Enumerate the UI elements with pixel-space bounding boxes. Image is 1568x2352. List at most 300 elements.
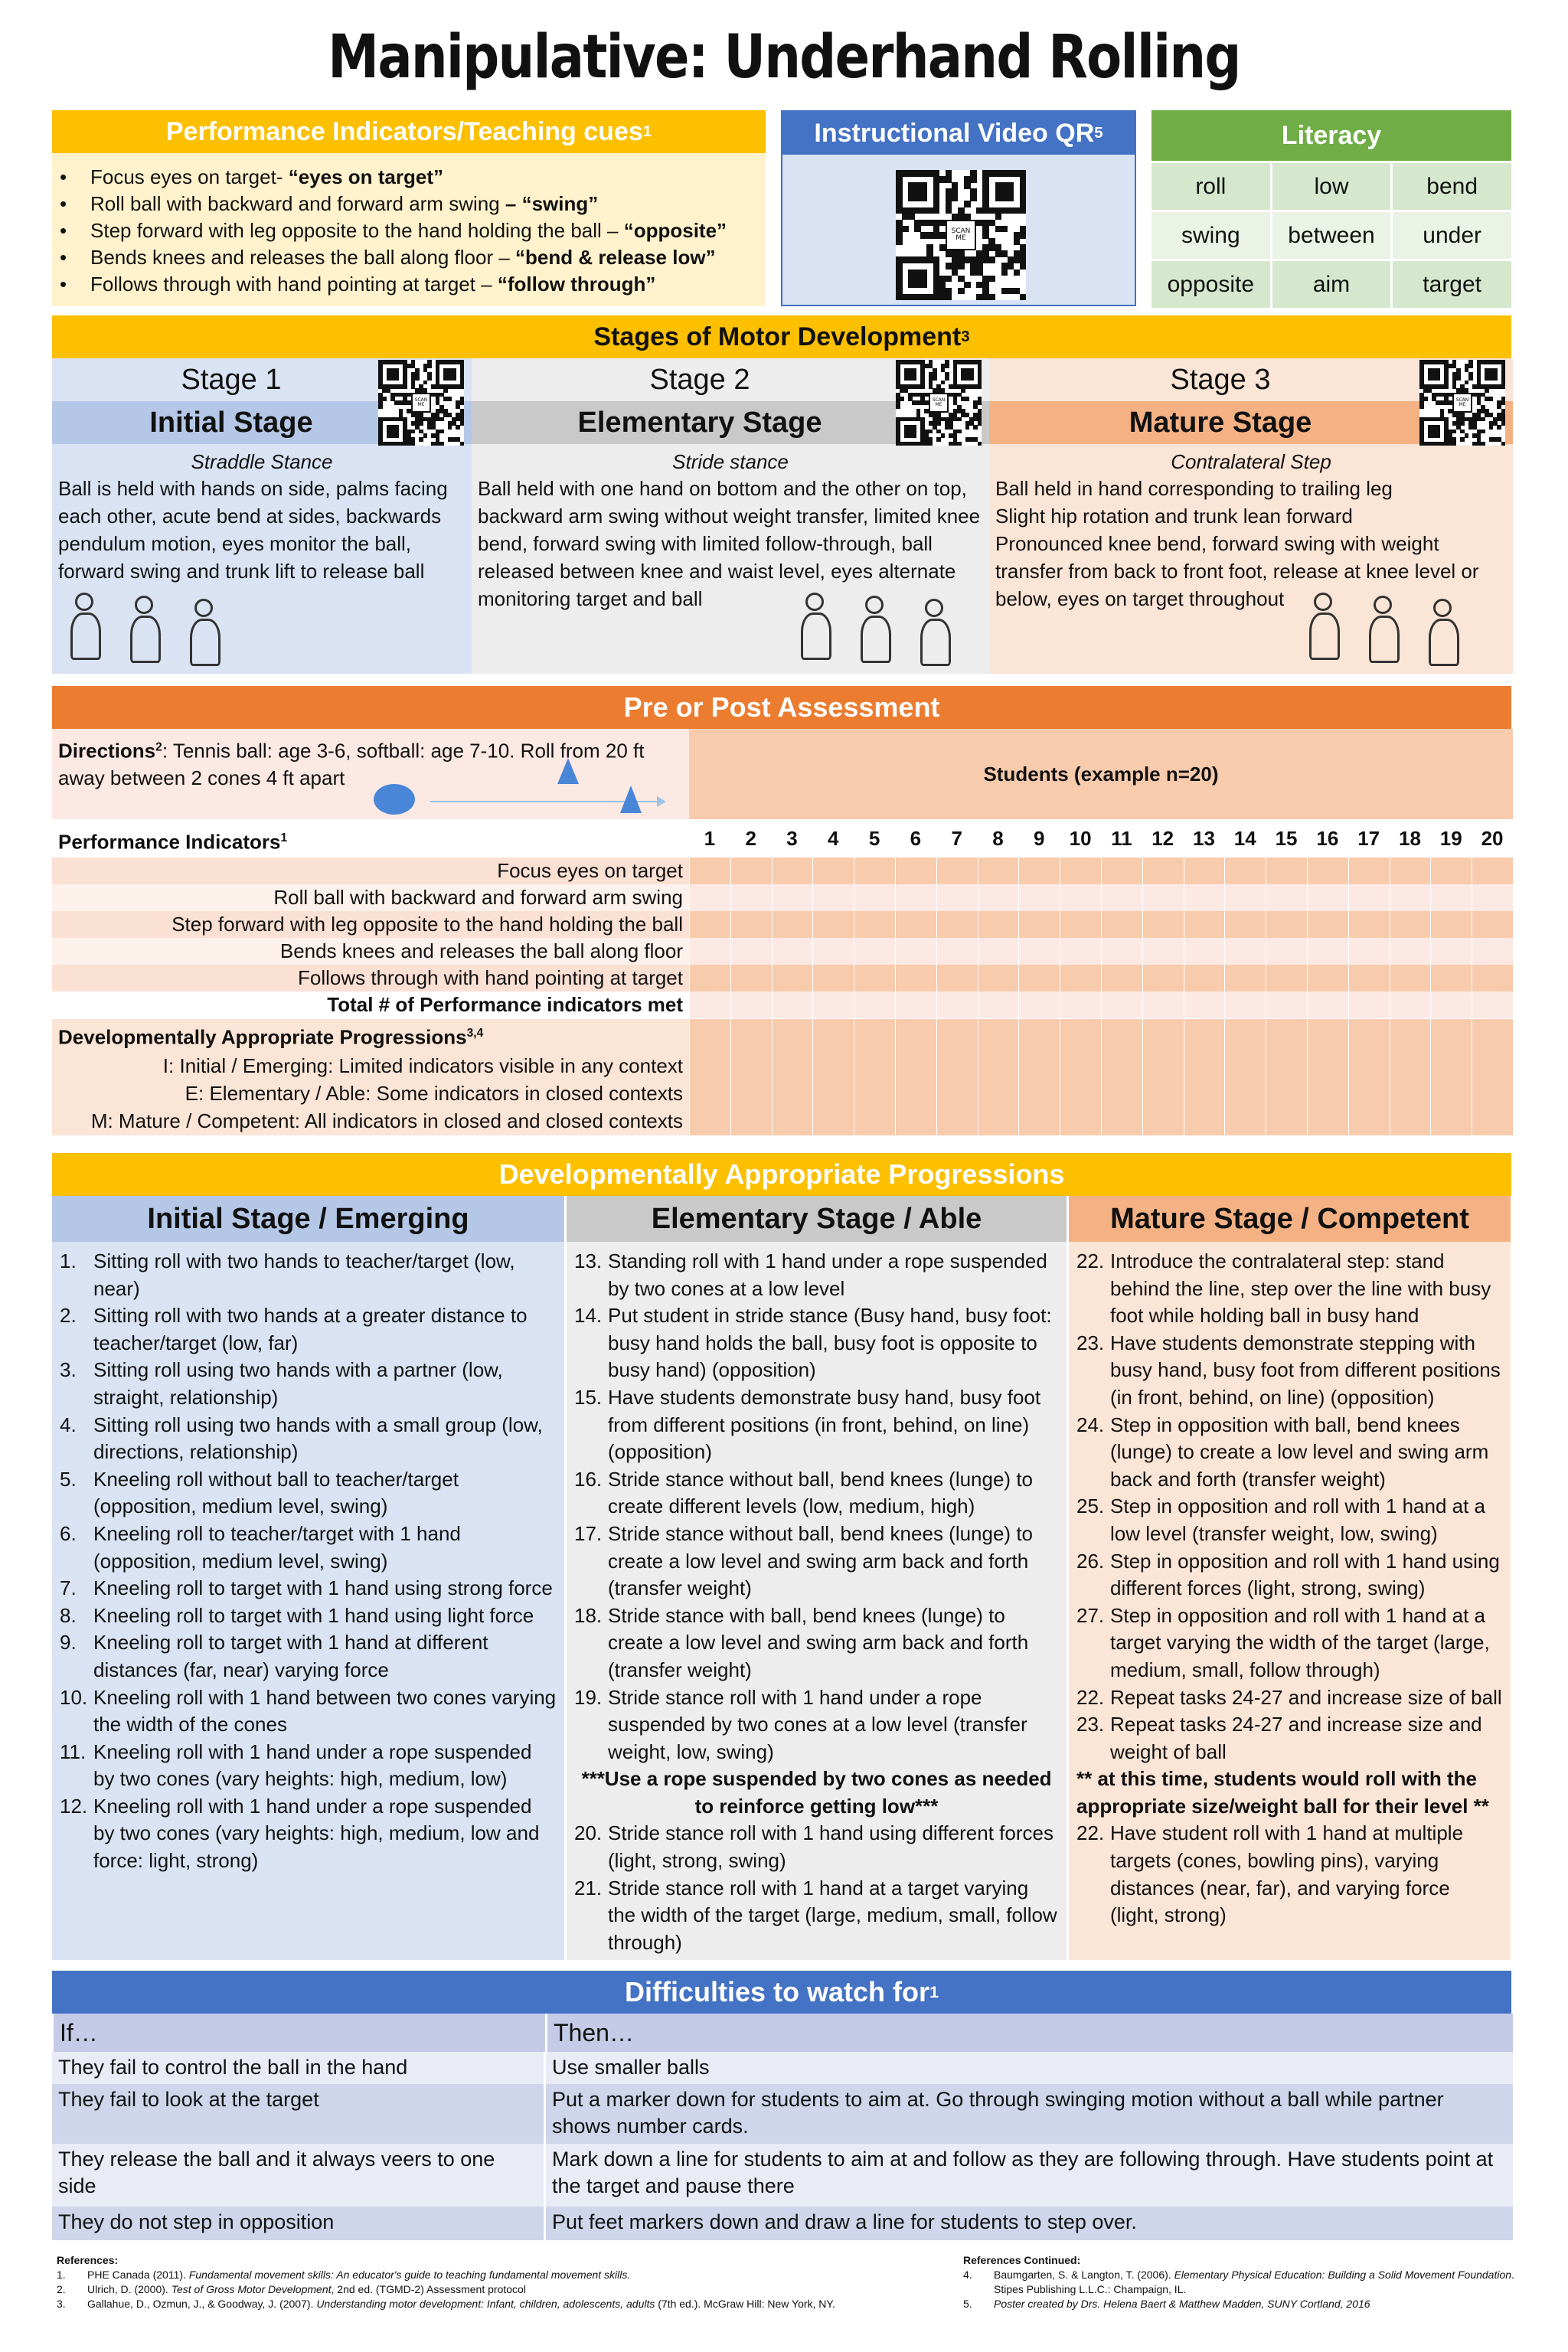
- total-cell[interactable]: [978, 991, 1019, 1018]
- score-cell[interactable]: [1266, 911, 1307, 938]
- total-cell[interactable]: [689, 991, 730, 1018]
- cue-keyword: “follow through”: [497, 273, 656, 296]
- score-cell[interactable]: [978, 938, 1019, 965]
- score-cell[interactable]: [1018, 884, 1060, 911]
- total-cell[interactable]: [1430, 991, 1472, 1018]
- progression-text: Kneeling roll to target with 1 hand using strong force: [93, 1576, 553, 1600]
- student-number: 7: [951, 827, 962, 850]
- student-number: 8: [992, 827, 1004, 850]
- score-cell[interactable]: [730, 938, 772, 965]
- page-title: Manipulative: Underhand Rolling: [328, 23, 1240, 92]
- total-cell[interactable]: [1472, 991, 1513, 1018]
- score-cell[interactable]: [772, 911, 813, 938]
- score-cell[interactable]: [1142, 858, 1184, 884]
- score-cell[interactable]: [1224, 965, 1266, 991]
- score-cell[interactable]: [1060, 884, 1101, 911]
- score-cell[interactable]: [1101, 884, 1142, 911]
- score-cell[interactable]: [854, 938, 895, 965]
- indicator-label: Bends knees and releases the ball along floor: [279, 939, 683, 962]
- score-cell[interactable]: [812, 911, 854, 938]
- literacy-word: aim: [1272, 261, 1391, 308]
- score-cell[interactable]: [1472, 938, 1513, 965]
- score-cell[interactable]: [978, 911, 1019, 938]
- reference-number: 3.: [57, 2298, 66, 2310]
- score-cell[interactable]: [936, 884, 978, 911]
- cue-item: [60, 164, 766, 191]
- score-cell[interactable]: [772, 858, 813, 884]
- dap-cell[interactable]: [1390, 1019, 1431, 1135]
- dap-cell[interactable]: [1184, 1019, 1225, 1135]
- score-cell[interactable]: [689, 884, 730, 911]
- cue-text: Focus eyes on target-: [90, 165, 289, 188]
- progression-number: 21.: [574, 1876, 603, 1900]
- progression-item: [574, 1466, 1059, 1521]
- video-qr-code[interactable]: [896, 170, 1026, 300]
- dap-row: I: Initial / Emerging: Limited indicators visible in any context: [162, 1054, 683, 1077]
- score-cell[interactable]: [854, 911, 895, 938]
- assessment-header: Pre or Post Assessment: [52, 686, 1511, 729]
- score-cell[interactable]: [895, 911, 936, 938]
- score-cell[interactable]: [1472, 884, 1513, 911]
- dap-cell[interactable]: [1307, 1019, 1348, 1135]
- score-cell[interactable]: [1224, 911, 1266, 938]
- stage-column: [472, 358, 989, 674]
- score-cell[interactable]: [1390, 965, 1431, 991]
- figure-head-icon: [194, 599, 213, 617]
- figure-body-icon: [1429, 619, 1459, 666]
- score-cell[interactable]: [1142, 965, 1184, 991]
- student-number: 18: [1398, 827, 1421, 850]
- progression-number: 22.: [1076, 1821, 1105, 1845]
- progression-text: Have student roll with 1 hand at multiple targets (cones, bowling pins), varying distances (near, far), and varying force (light, strong): [1110, 1821, 1464, 1927]
- total-cell[interactable]: [1184, 991, 1225, 1018]
- indicator-row: [52, 911, 1513, 938]
- student-number: 5: [868, 827, 880, 850]
- score-cell[interactable]: [1390, 911, 1431, 938]
- references-right-list: [963, 2268, 1514, 2311]
- cue-item: [60, 244, 766, 271]
- cue-list: [52, 153, 766, 298]
- literacy-word: under: [1393, 212, 1511, 259]
- indicator-row: [52, 858, 1513, 884]
- dap-row: M: Mature / Competent: All indicators in closed and closed contexts: [90, 1109, 683, 1132]
- stage-name: Mature Stage: [989, 401, 1513, 444]
- cone-icon: [557, 758, 579, 784]
- progression-number: 8.: [60, 1603, 77, 1627]
- figure-head-icon: [805, 593, 824, 611]
- score-cell[interactable]: [1018, 965, 1060, 991]
- dap-cell[interactable]: [1142, 1019, 1184, 1135]
- progression-number: 10.: [60, 1685, 88, 1709]
- score-cell[interactable]: [689, 965, 730, 991]
- indicators-sup: 1: [280, 831, 288, 844]
- total-cell[interactable]: [1390, 991, 1431, 1018]
- progression-number: 16.: [574, 1467, 603, 1491]
- reference-detail: . Stipes Publishing L.L.C.: Champaign, IL.: [994, 2269, 1514, 2295]
- score-cell[interactable]: [1390, 938, 1431, 965]
- stages-header-text: Stages of Motor Development: [593, 322, 962, 351]
- students-label-cell: [689, 729, 1513, 819]
- progression-item: [574, 1248, 1059, 1302]
- score-cell[interactable]: [1348, 938, 1390, 965]
- stage-column: [52, 358, 472, 674]
- score-cell[interactable]: [1184, 858, 1225, 884]
- directions-label: Directions: [58, 739, 156, 763]
- score-cell[interactable]: [1430, 858, 1472, 884]
- score-cell[interactable]: [1224, 884, 1266, 911]
- figure-head-icon: [865, 596, 884, 614]
- progression-text: Step in opposition and roll with 1 hand using different forces (light, strong, swing): [1110, 1549, 1500, 1600]
- score-cell[interactable]: [1266, 858, 1307, 884]
- score-cell[interactable]: [1307, 938, 1348, 965]
- score-cell[interactable]: [1142, 884, 1184, 911]
- score-cell[interactable]: [1430, 884, 1472, 911]
- score-cell[interactable]: [1390, 858, 1431, 884]
- score-cell[interactable]: [730, 884, 772, 911]
- indicator-label: Step forward with leg opposite to the hand holding the ball: [172, 913, 683, 936]
- difficulties-header-text: Difficulties to watch for: [624, 1976, 929, 2007]
- score-cell[interactable]: [1142, 911, 1184, 938]
- qr-scan-label: SCAN ME: [929, 393, 949, 413]
- progression-text: Step in opposition and roll with 1 hand at a low level (transfer weight, low, swing): [1110, 1494, 1486, 1545]
- indicator-label: Roll ball with backward and forward arm swing: [273, 886, 683, 909]
- progression-text: Sitting roll using two hands with a small group (low, directions, relationship): [93, 1413, 543, 1464]
- score-cell[interactable]: [1224, 858, 1266, 884]
- score-cell[interactable]: [1348, 884, 1390, 911]
- score-cell[interactable]: [1472, 911, 1513, 938]
- progression-item: [1076, 1684, 1503, 1712]
- figure-body-icon: [861, 616, 891, 663]
- total-cell[interactable]: [1060, 991, 1101, 1018]
- total-row: [52, 991, 1513, 1018]
- literacy-word: swing: [1152, 212, 1270, 259]
- progression-item: [574, 1766, 1059, 1820]
- dap-label-row: [52, 1019, 689, 1052]
- dap-cell[interactable]: [772, 1019, 813, 1135]
- score-cell[interactable]: [1060, 911, 1101, 938]
- stage-description: Ball held with one hand on bottom and the other on top, backward arm swing without weight transfer, limited knee bend, forward swing with limited follow-through, ball released between knee and waist level, eyes alternate monitoring target and ball: [478, 477, 981, 610]
- score-cell[interactable]: [730, 911, 772, 938]
- score-cell[interactable]: [978, 858, 1019, 884]
- progression-text: Kneeling roll with 1 hand under a rope suspended by two cones (vary heights: high, medium, low): [93, 1740, 532, 1791]
- dap-cell[interactable]: [1348, 1019, 1390, 1135]
- references-right-title: References Continued:: [963, 2254, 1081, 2266]
- reference-item: [57, 2297, 975, 2311]
- score-cell[interactable]: [772, 938, 813, 965]
- student-number: 1: [704, 827, 716, 850]
- dap-cell[interactable]: [812, 1019, 854, 1135]
- stage-qr-code[interactable]: [378, 360, 464, 446]
- total-cell[interactable]: [1266, 991, 1307, 1018]
- total-cell[interactable]: [812, 991, 854, 1018]
- cue-text: Follows through with hand pointing at target –: [90, 273, 498, 296]
- score-cell[interactable]: [1101, 858, 1142, 884]
- score-cell[interactable]: [1184, 938, 1225, 965]
- cone-icon: [620, 786, 642, 813]
- stage-column: [989, 358, 1513, 674]
- score-cell[interactable]: [1060, 938, 1101, 965]
- dap-cell[interactable]: [895, 1019, 936, 1135]
- score-cell[interactable]: [1060, 858, 1101, 884]
- score-cell[interactable]: [689, 911, 730, 938]
- score-cell[interactable]: [854, 858, 895, 884]
- dap-cell[interactable]: [1224, 1019, 1266, 1135]
- score-cell[interactable]: [1472, 858, 1513, 884]
- score-cell[interactable]: [1307, 884, 1348, 911]
- score-cell[interactable]: [1430, 938, 1472, 965]
- total-cell[interactable]: [1224, 991, 1266, 1018]
- dap-cell[interactable]: [730, 1019, 772, 1135]
- total-cell[interactable]: [895, 991, 936, 1018]
- progression-text: Have students demonstrate busy hand, busy foot from different positions (in front, behind, on line) (opposition): [608, 1385, 1041, 1464]
- stage-name: Initial Stage: [52, 401, 472, 444]
- total-cell[interactable]: [854, 991, 895, 1018]
- indicator-row: [52, 884, 1513, 911]
- score-cell[interactable]: [1018, 911, 1060, 938]
- total-label: Total # of Performance indicators met: [327, 993, 683, 1016]
- student-number: 17: [1357, 827, 1380, 850]
- score-cell[interactable]: [1060, 965, 1101, 991]
- figure-head-icon: [135, 596, 153, 614]
- progression-item: [60, 1793, 557, 1875]
- progression-number: 9.: [60, 1631, 77, 1655]
- score-cell[interactable]: [854, 965, 895, 991]
- score-cell[interactable]: [1472, 965, 1513, 991]
- progression-number: 18.: [574, 1603, 603, 1627]
- then-header: Then…: [545, 2014, 1513, 2052]
- score-cell[interactable]: [854, 884, 895, 911]
- progression-text: Kneeling roll with 1 hand under a rope suspended by two cones (vary heights: high, medium, low and force: light, strong): [93, 1794, 540, 1873]
- stage-stance: Straddle Stance: [191, 450, 333, 473]
- difficulty-then: Put a marker down for students to aim at. Go through swinging motion without a ball while partner shows number cards.: [544, 2084, 1513, 2144]
- ball-icon: [374, 784, 415, 815]
- progression-number: 23.: [1076, 1331, 1105, 1354]
- score-cell[interactable]: [1101, 911, 1142, 938]
- progression-number: 22.: [1076, 1685, 1105, 1709]
- reference-number: 4.: [963, 2269, 972, 2281]
- score-cell[interactable]: [812, 884, 854, 911]
- reference-number: 5.: [963, 2298, 972, 2310]
- score-cell[interactable]: [812, 965, 854, 991]
- reference-detail: , 2nd ed. (TGMD-2) Assessment protocol: [331, 2283, 526, 2295]
- video-header-sup: 5: [1094, 124, 1103, 142]
- score-cell[interactable]: [1307, 911, 1348, 938]
- difficulties-header: [52, 1971, 1511, 2014]
- dap-cell[interactable]: [689, 1019, 730, 1135]
- stage-qr-code[interactable]: [896, 360, 982, 446]
- dap-cell[interactable]: [854, 1019, 895, 1135]
- score-cell[interactable]: [1266, 884, 1307, 911]
- score-cell[interactable]: [730, 858, 772, 884]
- reference-author: Baumgarten, S. & Langton, T. (2006).: [994, 2269, 1174, 2281]
- student-number: 20: [1481, 827, 1504, 850]
- stages-header-sup: 3: [961, 328, 970, 345]
- score-cell[interactable]: [1307, 858, 1348, 884]
- progression-text: Kneeling roll without ball to teacher/target (opposition, medium level, swing): [93, 1467, 459, 1518]
- score-cells: [689, 938, 1513, 965]
- literacy-grid: [1152, 163, 1511, 308]
- reference-number: 2.: [57, 2283, 66, 2295]
- dap-cell[interactable]: [1018, 1019, 1060, 1135]
- stage-illustration: [67, 585, 251, 669]
- cue-keyword: “opposite”: [623, 219, 727, 242]
- progression-text: ***Use a rope suspended by two cones as needed to reinforce getting low***: [581, 1767, 1052, 1818]
- dap-cell[interactable]: [1472, 1019, 1513, 1135]
- score-cells: [689, 911, 1513, 938]
- score-cell[interactable]: [689, 858, 730, 884]
- references-left-list: [57, 2268, 975, 2311]
- literacy-word: low: [1272, 163, 1391, 210]
- score-cell[interactable]: [1348, 965, 1390, 991]
- difficulty-if: They fail to look at the target: [58, 2088, 319, 2111]
- difficulty-row: [52, 2052, 1513, 2084]
- reference-number: 1.: [57, 2269, 66, 2281]
- dap-cell[interactable]: [1430, 1019, 1472, 1135]
- figure-body-icon: [1369, 616, 1400, 663]
- progression-number: 3.: [60, 1358, 77, 1382]
- total-cell[interactable]: [1348, 991, 1390, 1018]
- score-cell[interactable]: [812, 938, 854, 965]
- student-number-row: [689, 819, 1513, 858]
- dap-cell[interactable]: [978, 1019, 1019, 1135]
- reference-title: Test of Gross Motor Development: [171, 2283, 332, 2295]
- total-cell[interactable]: [1307, 991, 1348, 1018]
- progression-item: [60, 1575, 557, 1602]
- dap-cell[interactable]: [1060, 1019, 1101, 1135]
- progression-item: [60, 1248, 557, 1302]
- references-left: [57, 2253, 975, 2311]
- progression-number: 11.: [60, 1740, 87, 1763]
- literacy-panel: [1152, 110, 1511, 306]
- progression-item: [1076, 1412, 1503, 1494]
- score-cell[interactable]: [1266, 965, 1307, 991]
- indicator-row: [52, 965, 1513, 991]
- student-number: 2: [745, 827, 756, 850]
- score-cell[interactable]: [1142, 938, 1184, 965]
- figure-body-icon: [130, 616, 161, 663]
- score-cell[interactable]: [1184, 884, 1225, 911]
- score-cell[interactable]: [1430, 911, 1472, 938]
- score-cell[interactable]: [936, 938, 978, 965]
- literacy-word: opposite: [1152, 261, 1270, 308]
- score-cell[interactable]: [812, 858, 854, 884]
- figure-body-icon: [190, 619, 220, 666]
- score-cell[interactable]: [1184, 911, 1225, 938]
- arrow-head-icon: [657, 796, 666, 807]
- performance-header-sup: 1: [642, 122, 652, 140]
- score-cell[interactable]: [1266, 938, 1307, 965]
- total-cell[interactable]: [772, 991, 813, 1018]
- score-cell[interactable]: [1430, 965, 1472, 991]
- total-cell[interactable]: [1101, 991, 1142, 1018]
- progression-item: [60, 1412, 557, 1466]
- progression-text: Repeat tasks 24-27 and increase size of ball: [1110, 1685, 1502, 1709]
- total-cell[interactable]: [1018, 991, 1060, 1018]
- progression-item: [1076, 1711, 1503, 1766]
- stage-qr-code[interactable]: [1419, 360, 1505, 446]
- dap-cell[interactable]: [1266, 1019, 1307, 1135]
- progression-number: 25.: [1076, 1494, 1105, 1518]
- score-cell[interactable]: [978, 884, 1019, 911]
- score-cell[interactable]: [1348, 858, 1390, 884]
- score-cell[interactable]: [1224, 938, 1266, 965]
- progression-item: [1076, 1330, 1503, 1412]
- progression-list: [574, 1248, 1059, 1956]
- dap-label: Developmentally Appropriate Progressions: [58, 1025, 467, 1049]
- stage-description: Ball held in hand corresponding to trailing leg Slight hip rotation and trunk lean forward Pronounced knee bend, forward swing with weight transfer from back to front foot, release at knee level or below, eyes on target throughout: [995, 477, 1479, 610]
- score-cell[interactable]: [978, 965, 1019, 991]
- score-cell[interactable]: [895, 884, 936, 911]
- score-cell[interactable]: [936, 858, 978, 884]
- stage-stance: Contralateral Step: [1171, 450, 1331, 473]
- progression-number: 7.: [60, 1576, 77, 1600]
- score-cell[interactable]: [1101, 965, 1142, 991]
- score-cell[interactable]: [1390, 884, 1431, 911]
- video-panel: [781, 110, 1136, 306]
- difficulty-then: Put feet markers down and draw a line for students to step over.: [544, 2207, 1513, 2240]
- total-cell[interactable]: [936, 991, 978, 1018]
- performance-panel: [52, 110, 766, 306]
- score-cell[interactable]: [936, 965, 978, 991]
- score-cell[interactable]: [1018, 938, 1060, 965]
- progression-number: 6.: [60, 1521, 77, 1545]
- score-cell[interactable]: [936, 911, 978, 938]
- performance-header-text: Performance Indicators/Teaching cues: [165, 116, 643, 146]
- progression-text: Stride stance without ball, bend knees (lunge) to create different levels (low, medium, high): [608, 1467, 1034, 1518]
- score-cell[interactable]: [1184, 965, 1225, 991]
- dap-cell[interactable]: [1101, 1019, 1142, 1135]
- progression-number: 4.: [60, 1413, 77, 1436]
- progression-number: 27.: [1076, 1603, 1105, 1627]
- progression-column-title: Initial Stage / Emerging: [52, 1196, 567, 1242]
- progression-text: Step in opposition and roll with 1 hand at a target varying the width of the target (large, medium, small, follow through): [1110, 1603, 1490, 1681]
- score-cell[interactable]: [1101, 938, 1142, 965]
- total-cell[interactable]: [730, 991, 772, 1018]
- progression-number: 1.: [60, 1250, 77, 1272]
- progression-text: Step in opposition with ball, bend knees (lunge) to create a low level and swing arm back and forth (transfer weight): [1110, 1413, 1489, 1491]
- score-cell[interactable]: [895, 858, 936, 884]
- progression-item: [1076, 1248, 1503, 1330]
- progression-item: [1076, 1493, 1503, 1547]
- figure-head-icon: [75, 593, 93, 611]
- literacy-word: roll: [1152, 163, 1270, 210]
- reference-author: Gallahue, D., Ozmun, J., & Goodway, J. (2007).: [87, 2298, 317, 2310]
- score-cell[interactable]: [1307, 965, 1348, 991]
- score-cell[interactable]: [689, 938, 730, 965]
- score-cell[interactable]: [730, 965, 772, 991]
- progression-text: Standing roll with 1 hand under a rope suspended by two cones at a low level: [608, 1250, 1047, 1300]
- stage-number: Stage 3: [989, 358, 1513, 401]
- score-cell[interactable]: [895, 938, 936, 965]
- if-header: If…: [60, 2019, 98, 2047]
- dap-cell[interactable]: [936, 1019, 978, 1135]
- progression-item: [574, 1684, 1059, 1766]
- student-number: 6: [910, 827, 922, 850]
- score-cell[interactable]: [1018, 858, 1060, 884]
- progression-column-title: Mature Stage / Competent: [1069, 1196, 1513, 1242]
- score-cell[interactable]: [1348, 911, 1390, 938]
- score-cell[interactable]: [772, 965, 813, 991]
- progression-number: 13.: [574, 1250, 603, 1272]
- references-right: [963, 2253, 1514, 2311]
- score-cell[interactable]: [895, 965, 936, 991]
- assessment-directions: [52, 729, 689, 819]
- student-number: 14: [1233, 827, 1256, 850]
- literacy-word: bend: [1393, 163, 1511, 210]
- total-cell[interactable]: [1142, 991, 1184, 1018]
- score-cell[interactable]: [772, 884, 813, 911]
- progression-list: [60, 1248, 557, 1875]
